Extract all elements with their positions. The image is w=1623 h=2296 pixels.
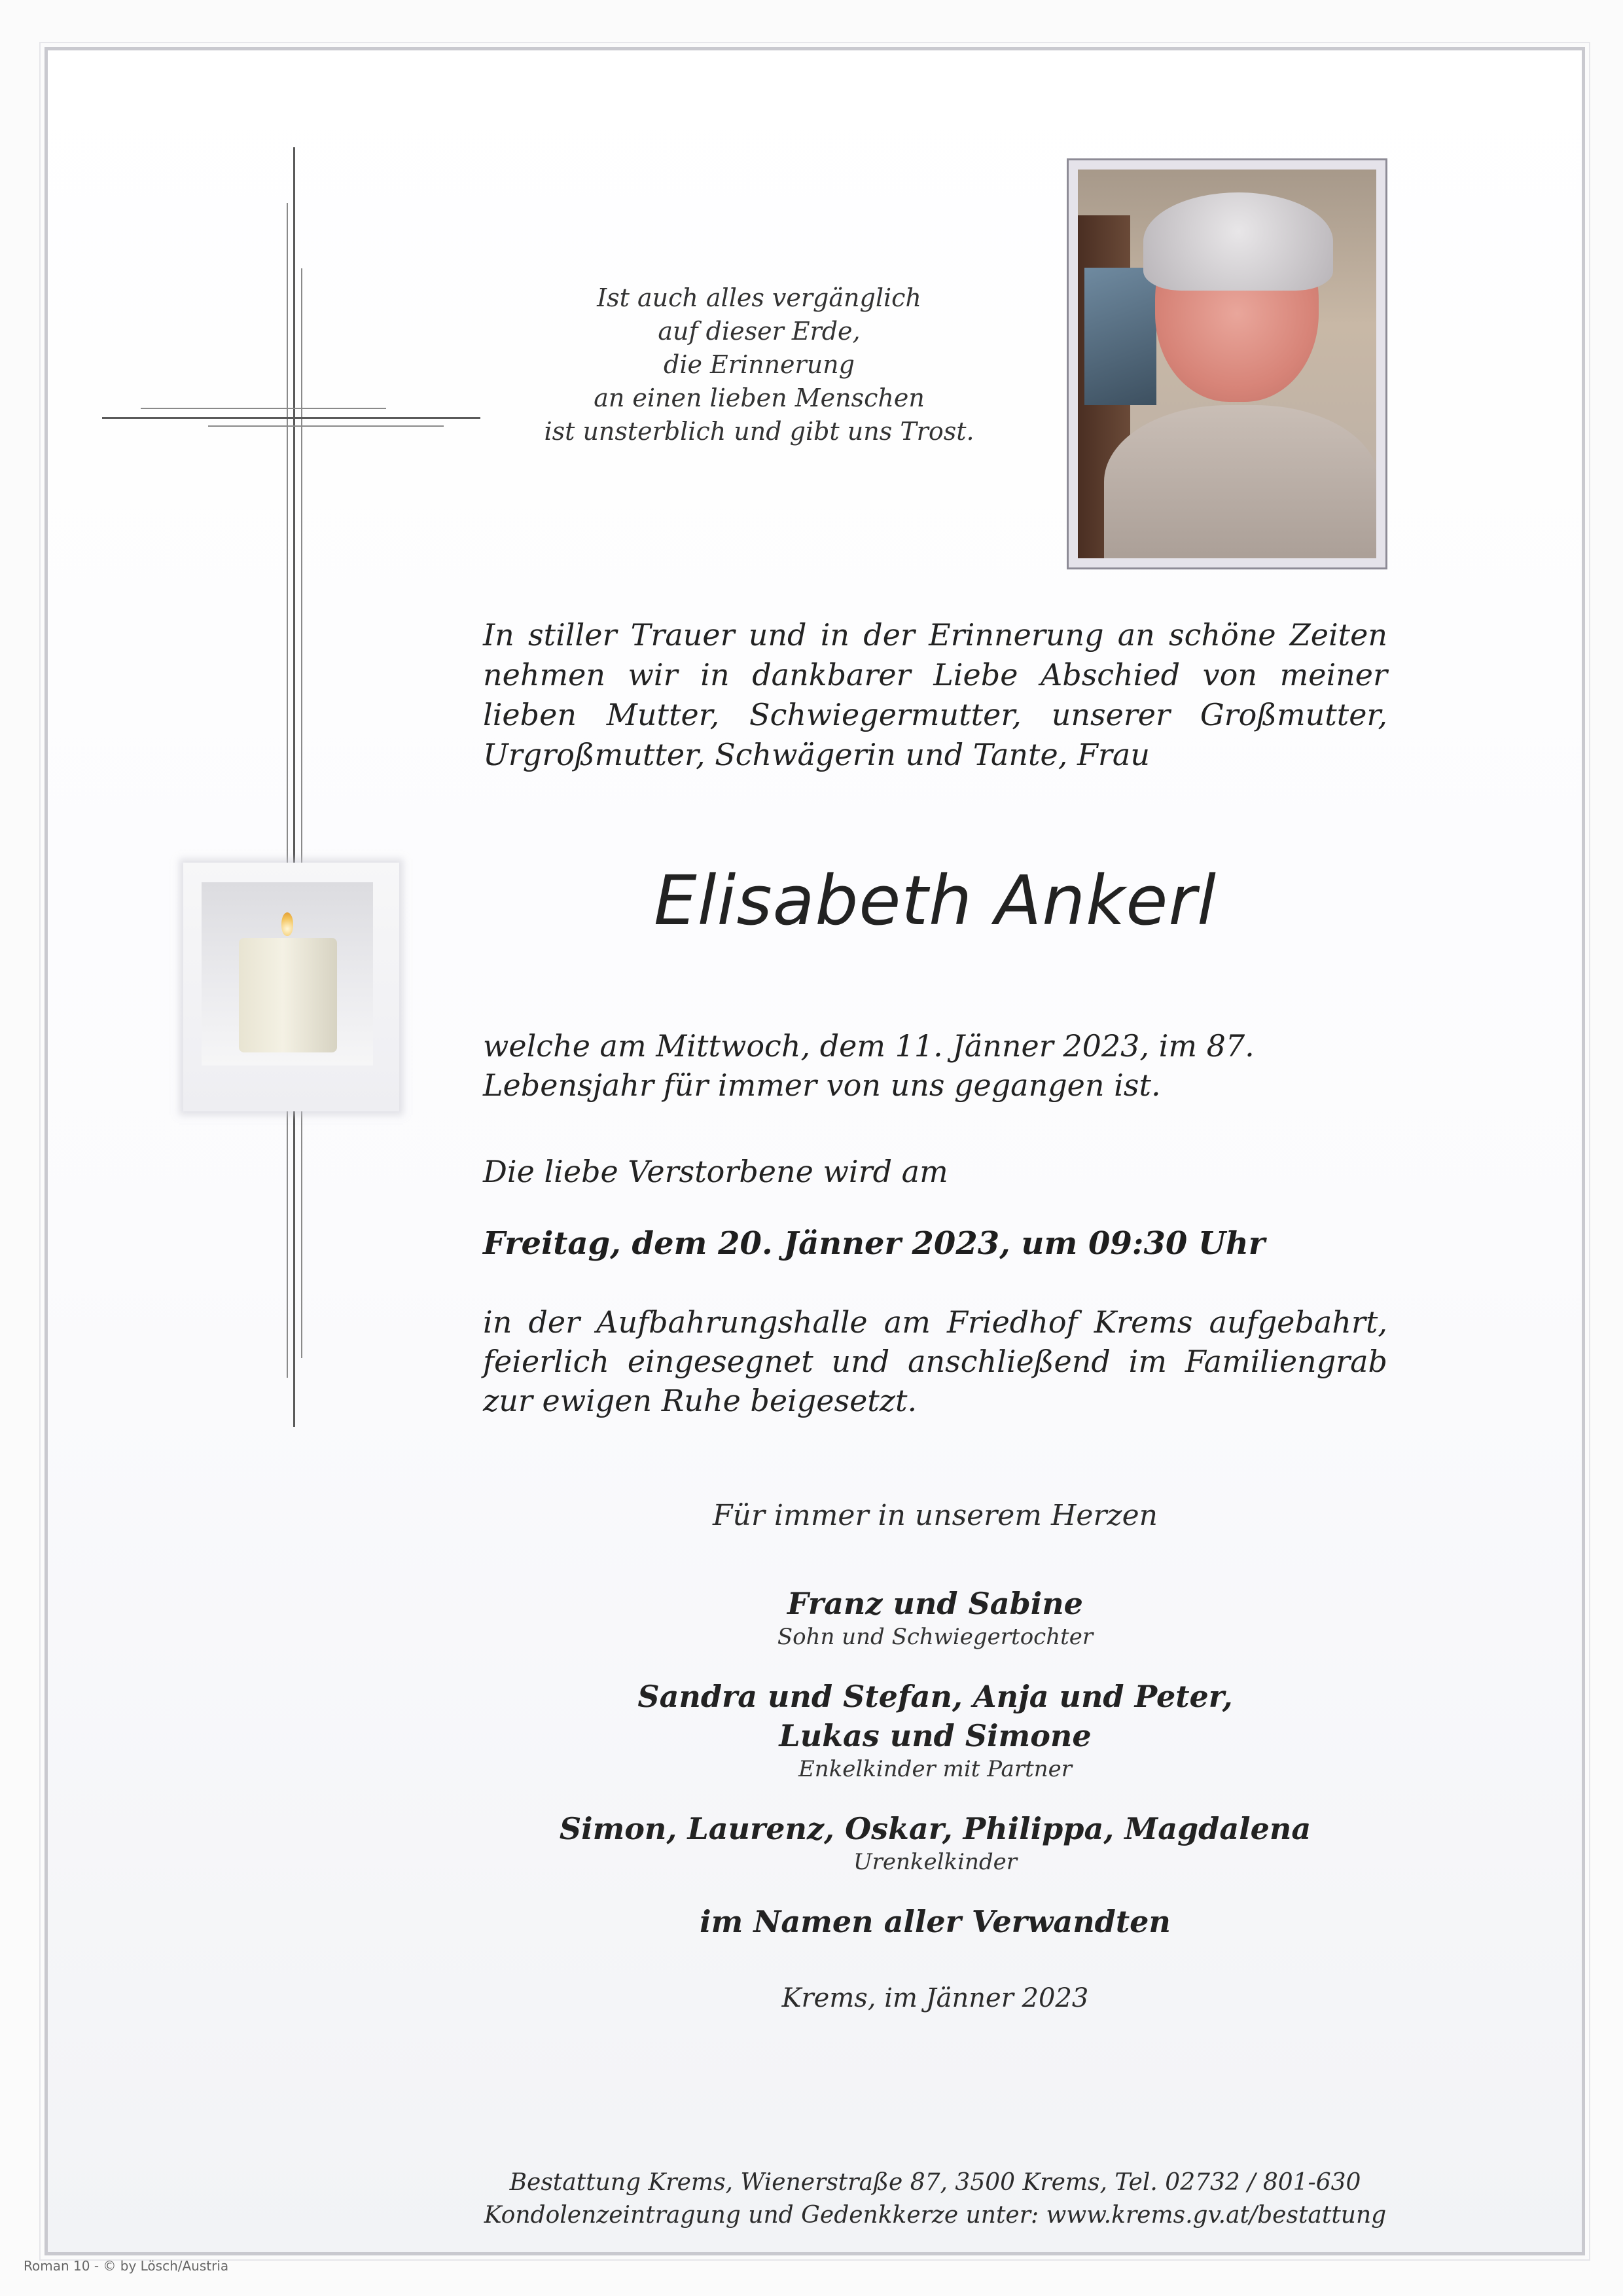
forever-line: Für immer in unserem Herzen — [713, 1499, 1158, 1532]
mourner-group — [483, 1902, 1387, 1941]
portrait-photo — [1067, 158, 1387, 569]
passed-text: welche am Mittwoch, dem 11. Jänner 2023, im 87. Lebensjahr für immer von uns gegangen ist. — [483, 1028, 1255, 1103]
mourner-names: Franz und Sabine — [787, 1586, 1083, 1621]
funeral-home-footer — [483, 2166, 1387, 2232]
mourner-group — [483, 1809, 1387, 1876]
mourner-names: Sandra und Stefan, Anja und Peter, — [637, 1679, 1233, 1714]
funeral-place-text: in der Aufbahrungshalle am Friedhof Krems aufgebahrt, feierlich eingesegnet und anschließend im Familiengrab zur ewigen Ruhe beigesetzt. — [483, 1304, 1387, 1418]
place-date-signoff: Krems, im Jänner 2023 — [781, 1983, 1089, 2013]
mourner-group — [483, 1584, 1387, 1651]
intro-paragraph: In stiller Trauer und in der Erinnerung an schöne Zeiten nehmen wir in dankbarer Liebe Abschied von meiner lieben Mutter, Schwiegermutter, unserer Großmutter, Urgroßmutter, Schwägerin und Tante, Frau — [483, 617, 1387, 772]
mourner-role: Enkelkinder mit Partner — [798, 1756, 1073, 1782]
mourner-names: Simon, Laurenz, Oskar, Philippa, Magdalena — [559, 1811, 1311, 1846]
memorial-quote — [510, 281, 1008, 448]
funeral-intro-text: Die liebe Verstorbene wird am — [483, 1154, 948, 1189]
flame-icon — [281, 912, 293, 936]
quote-line: die Erinnerung — [664, 350, 855, 379]
candle-image — [183, 863, 399, 1111]
mourner-role: Urenkelkinder — [853, 1849, 1018, 1875]
mourner-role: Sohn und Schwiegertochter — [777, 1624, 1094, 1650]
funeral-date: Freitag, dem 20. Jänner 2023, um 09:30 Uhr — [483, 1225, 1266, 1262]
quote-line: an einen lieben Menschen — [594, 384, 925, 412]
footer-website[interactable]: Kondolenzeintragung und Gedenkkerze unter: www.krems.gv.at/bestattung — [484, 2202, 1387, 2229]
quote-line: Ist auch alles vergänglich — [597, 283, 921, 312]
deceased-name: Elisabeth Ankerl — [653, 861, 1217, 941]
quote-line: ist unsterblich und gibt uns Trost. — [544, 417, 974, 446]
mourner-group — [483, 1677, 1387, 1783]
mourners-list — [483, 1584, 1387, 1967]
quote-line: auf dieser Erde, — [658, 317, 861, 346]
footer-address: Bestattung Krems, Wienerstraße 87, 3500 Krems, Tel. 02732 / 801-630 — [509, 2169, 1361, 2196]
mourner-names: im Namen aller Verwandten — [700, 1904, 1171, 1939]
mourner-names: Lukas und Simone — [779, 1718, 1092, 1753]
template-imprint: Roman 10 - © by Lösch/Austria — [24, 2258, 229, 2274]
